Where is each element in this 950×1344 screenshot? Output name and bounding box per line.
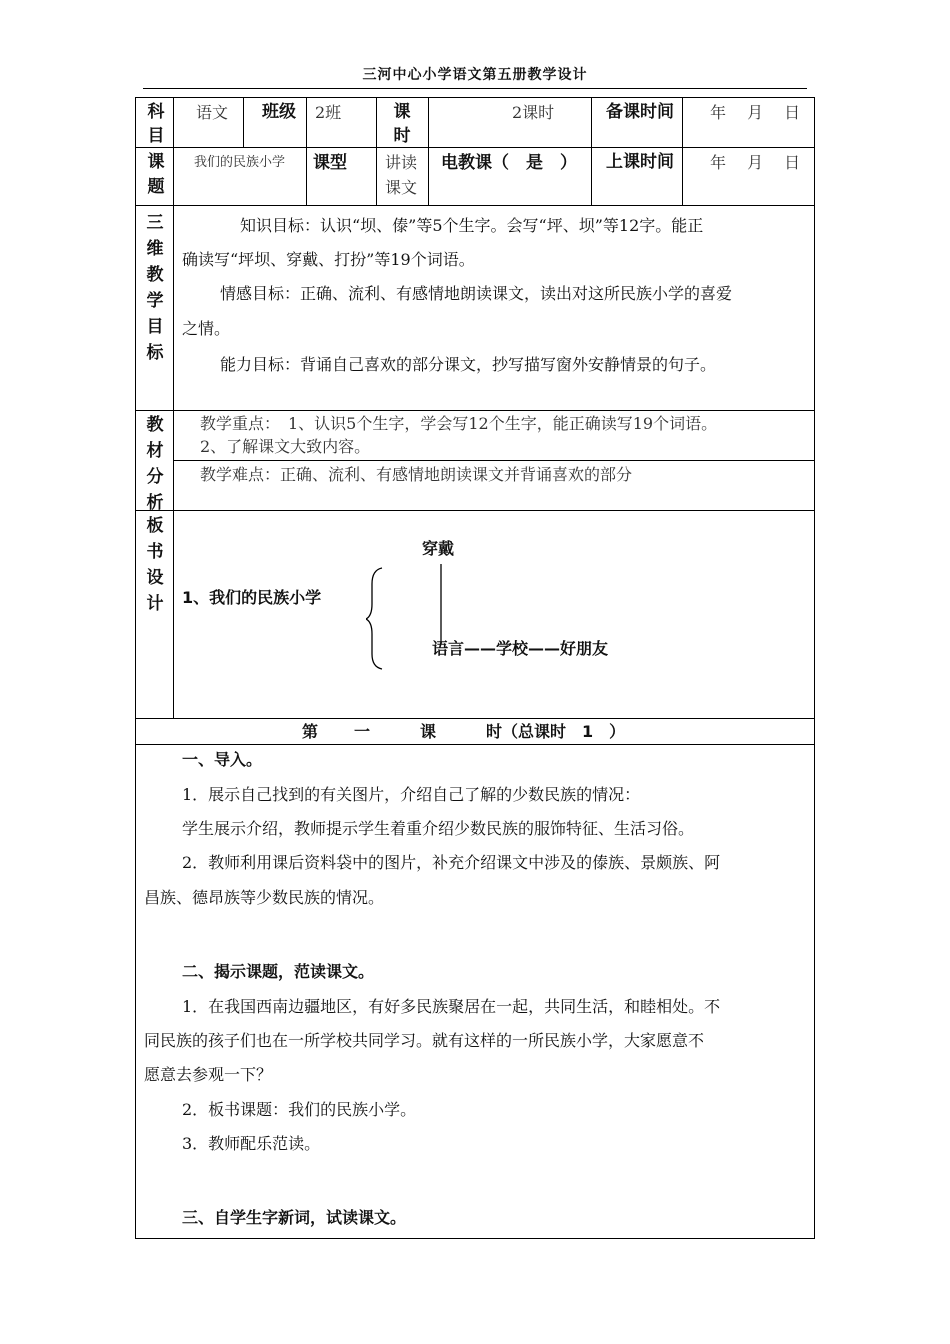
- objective-emotion-line2: 之情。: [182, 319, 231, 338]
- page-header-title: 三河中心小学语文第五册教学设计: [362, 67, 588, 83]
- analysis-label: 教材分析: [146, 415, 164, 513]
- prep-time-label: 备课时间: [606, 102, 674, 122]
- objectives-label: 三维教学目标: [146, 213, 164, 363]
- class-time-label: 上课时间: [606, 152, 674, 172]
- row-divider: [173, 460, 814, 461]
- section2-paragraph1-line3: 愿意去参观一下？: [144, 1065, 273, 1084]
- section2-paragraph2: 2．板书课题：我们的民族小学。: [182, 1100, 417, 1119]
- lesson-plan-table: [135, 97, 815, 1239]
- hours-value: 2课时: [512, 103, 555, 122]
- col-divider: [243, 98, 244, 147]
- teaching-focus-line2: 2、了解课文大致内容。: [200, 437, 371, 456]
- lesson-header-word4: 时（总课时 1 ）: [486, 722, 626, 741]
- col-divider: [306, 98, 307, 205]
- board-bottom-line: 语言——学校——好朋友: [432, 639, 609, 658]
- section1-paragraph1: 1．展示自己找到的有关图片，介绍自己了解的少数民族的情况：: [182, 785, 641, 804]
- objective-knowledge-line2: 确读写“坪坝、穿戴、打扮”等19个词语。: [182, 250, 475, 269]
- board-design-label: 板书设计: [146, 516, 164, 614]
- section1-paragraph3-line2: 昌族、德昂族等少数民族的情况。: [144, 888, 385, 907]
- objective-ability: 能力目标：背诵自己喜欢的部分课文，抄写描写窗外安静情景的句子。: [220, 355, 717, 374]
- section1-paragraph2: 学生展示介绍，教师提示学生着重介绍少数民族的服饰特征、生活习俗。: [182, 819, 695, 838]
- elec-class-label: 电教课（ 是 ）: [441, 153, 577, 173]
- header-rule: [143, 88, 807, 89]
- row-divider: [136, 205, 814, 206]
- col-divider: [173, 98, 174, 718]
- objective-knowledge-line1: 知识目标：认识“坝、傣”等5个生字。会写“坪、坝”等12字。能正: [240, 216, 704, 235]
- lesson-header-word1: 第: [302, 722, 319, 741]
- objective-emotion-line1: 情感目标：正确、流利、有感情地朗读课文，读出对这所民族小学的喜爱: [220, 284, 733, 303]
- subject-value: 语文: [196, 103, 229, 122]
- class-value: 2班: [315, 103, 342, 122]
- class-time-value: 年 月 日: [710, 153, 801, 172]
- section3-title: 三、自学生字新词，试读课文。: [182, 1208, 407, 1227]
- lesson-header-word3: 课: [420, 722, 437, 741]
- teaching-focus-line1: 教学重点： 1、认识5个生字，学会写12个生字，能正确读写19个词语。: [200, 414, 718, 433]
- type-label: 课型: [313, 153, 347, 173]
- subject-label: 科目: [147, 102, 165, 146]
- section2-paragraph1-line2: 同民族的孩子们也在一所学校共同学习。就有这样的一所民族小学，大家愿意不: [144, 1031, 705, 1050]
- section2-paragraph3: 3．教师配乐范读。: [182, 1134, 321, 1153]
- hours-label: 课时: [393, 102, 411, 146]
- type-value: 讲读课文: [384, 153, 417, 197]
- topic-value: 我们的民族小学: [194, 155, 286, 170]
- row-divider: [136, 147, 814, 148]
- board-title: 1、我们的民族小学: [182, 588, 322, 607]
- col-divider: [591, 98, 592, 205]
- teaching-difficulty: 教学难点：正确、流利、有感情地朗读课文并背诵喜欢的部分: [200, 465, 633, 484]
- section2-title: 二、揭示课题，范读课文。: [182, 962, 375, 981]
- prep-time-value: 年 月 日: [710, 103, 801, 122]
- board-top-word: 穿戴: [422, 539, 455, 558]
- lesson-header-word2: 一: [354, 722, 371, 741]
- row-divider: [136, 510, 814, 511]
- class-label: 班级: [262, 102, 296, 122]
- col-divider: [376, 98, 377, 205]
- row-divider: [136, 718, 814, 719]
- section2-paragraph1-line1: 1．在我国西南边疆地区，有好多民族聚居在一起，共同生活，和睦相处。不: [182, 997, 721, 1016]
- topic-label: 课题: [147, 152, 165, 197]
- col-divider: [682, 98, 683, 205]
- col-divider: [428, 98, 429, 205]
- row-divider: [136, 410, 814, 411]
- section1-title: 一、导入。: [182, 750, 263, 769]
- section1-paragraph3-line1: 2．教师利用课后资料袋中的图片，补充介绍课文中涉及的傣族、景颇族、阿: [182, 853, 721, 872]
